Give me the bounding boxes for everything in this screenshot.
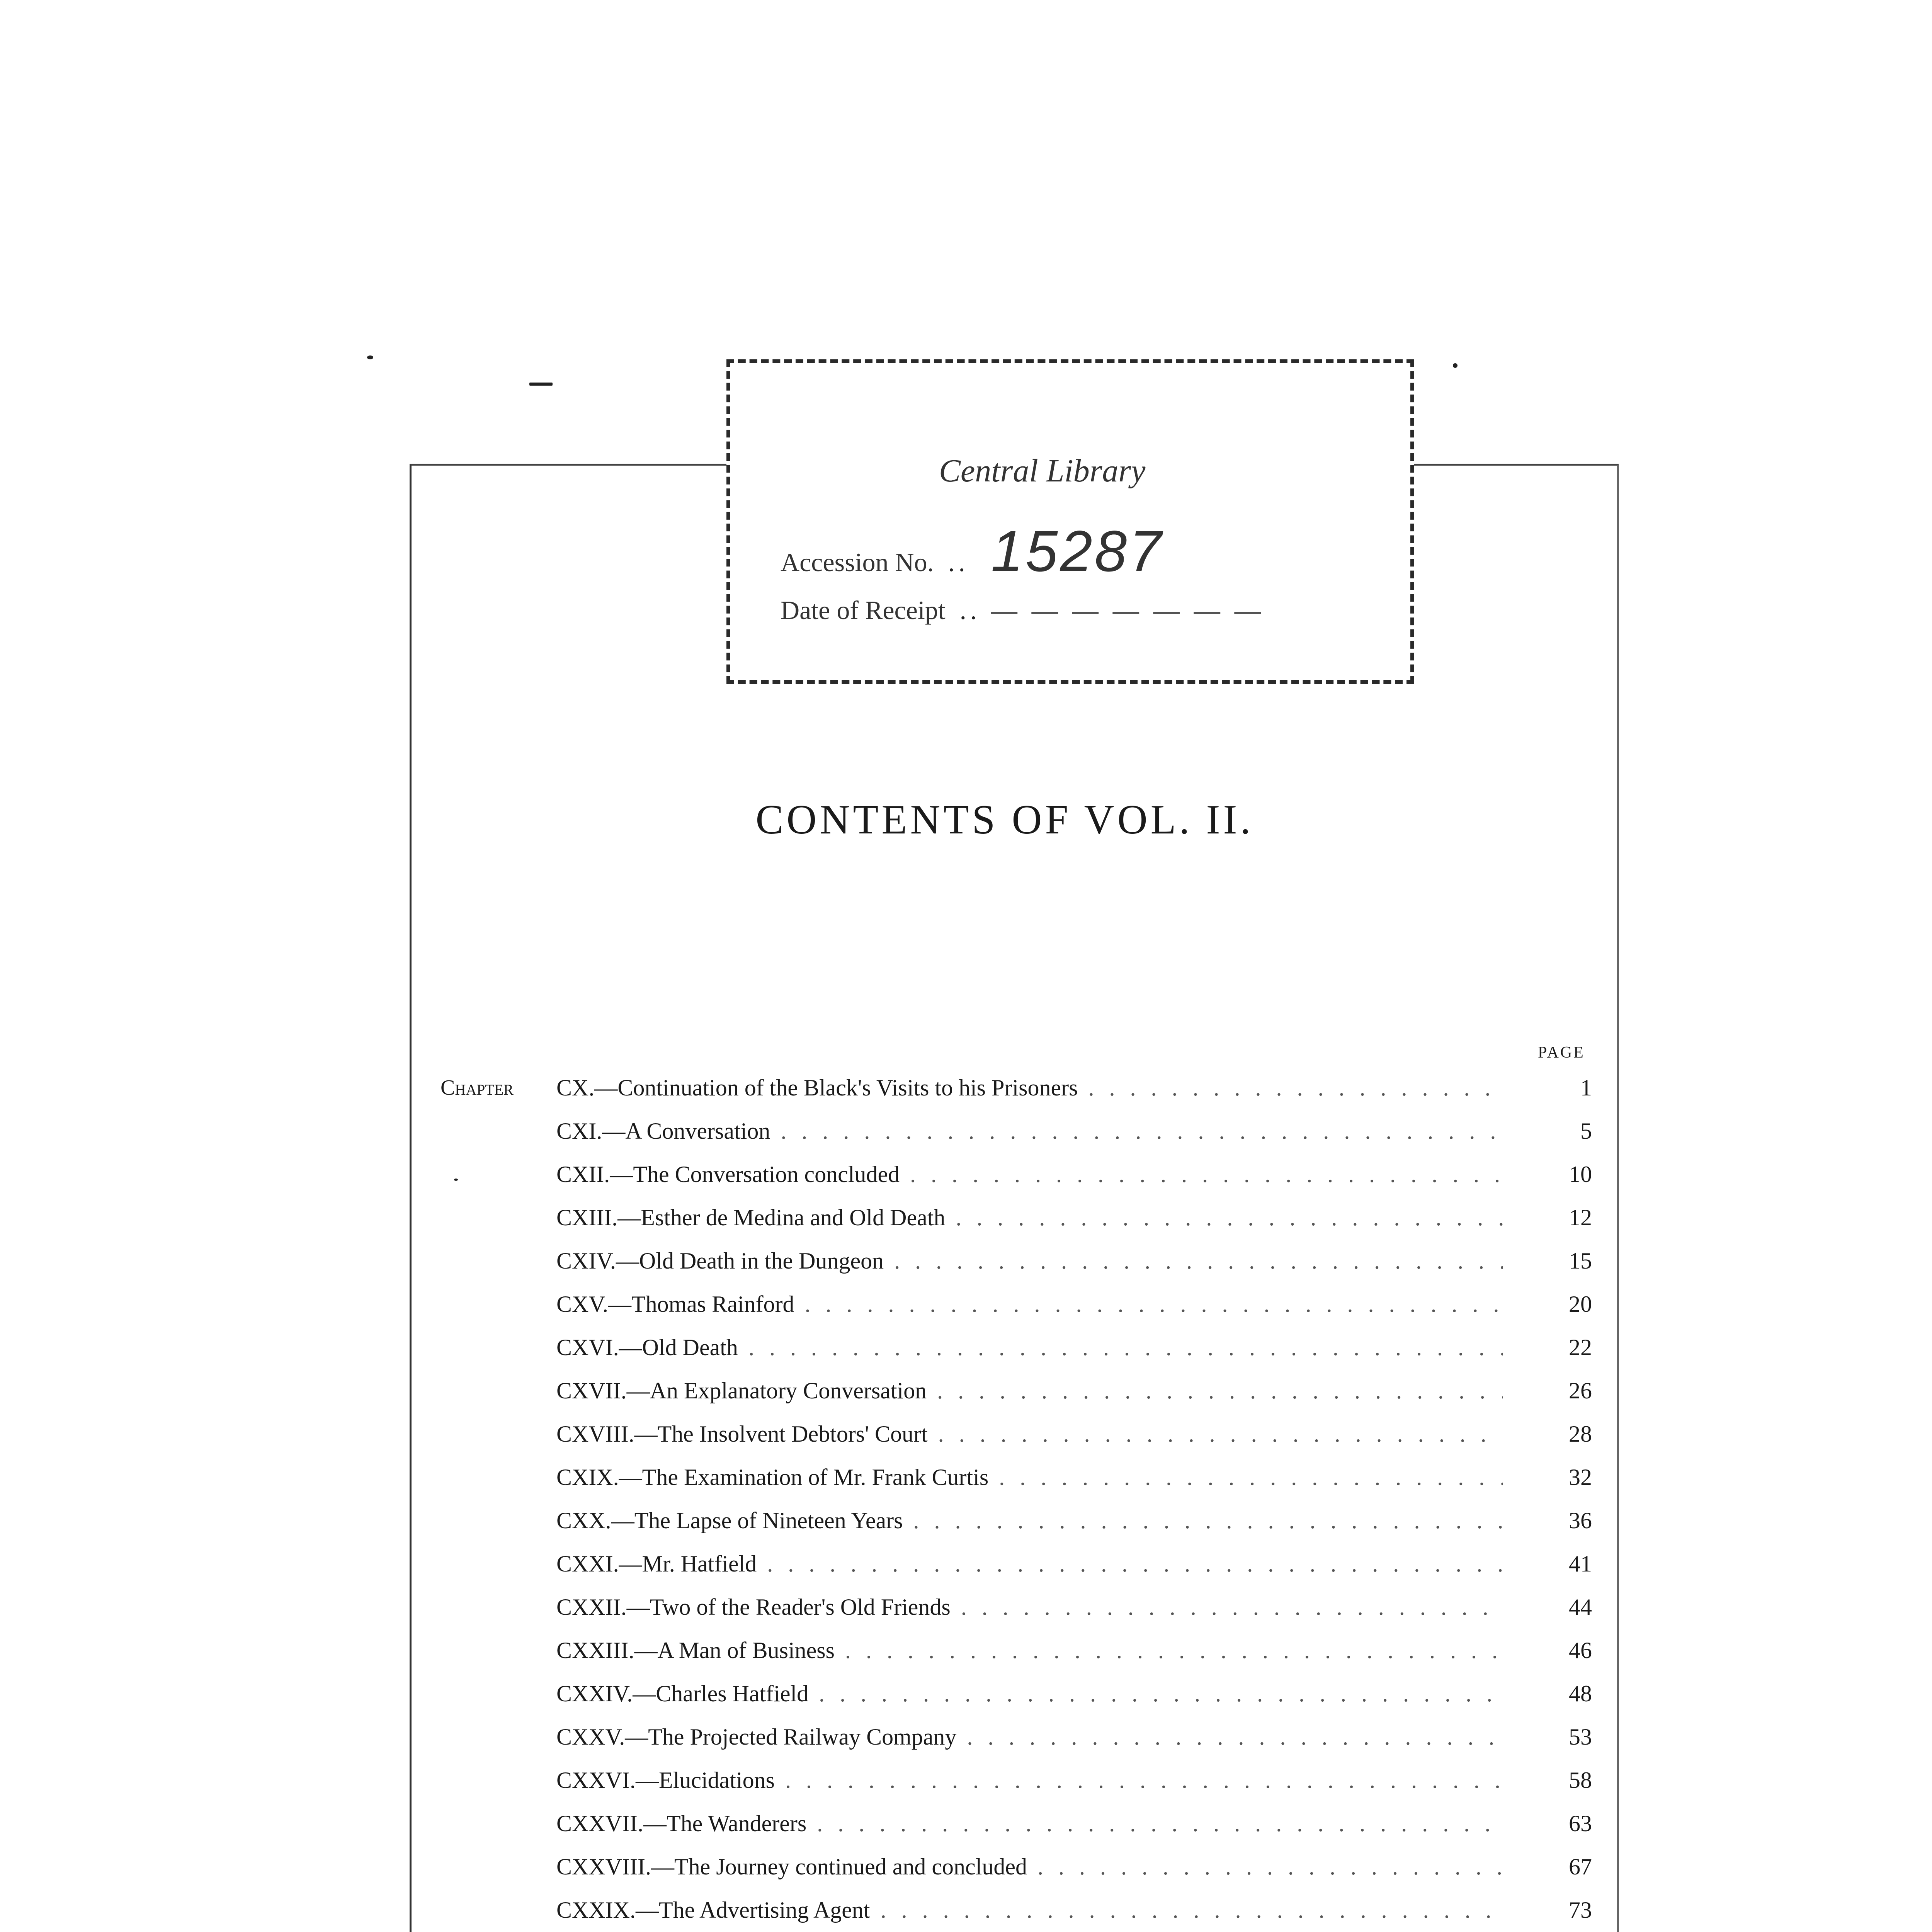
toc-page-number: 12	[1569, 1205, 1592, 1230]
toc-chapter-title: Charles Hatfield	[656, 1681, 809, 1706]
toc-entry	[0, 1283, 1932, 1325]
toc-chapter-title: Old Death	[642, 1335, 738, 1360]
toc-entry-title	[556, 1326, 1503, 1369]
toc-dash: —	[619, 1335, 642, 1360]
toc-dash: —	[651, 1854, 674, 1879]
toc-entry-title	[556, 1586, 1503, 1628]
toc-dash: —	[619, 1464, 642, 1490]
toc-dash: —	[608, 1291, 631, 1317]
toc-page-number: 41	[1569, 1551, 1592, 1577]
toc-entry	[0, 1629, 1932, 1672]
toc-chapter-numeral: CXXI.	[556, 1551, 619, 1577]
toc-entry	[0, 1326, 1932, 1369]
toc-page-number: 73	[1569, 1897, 1592, 1923]
toc-chapter-numeral: CXXVIII.	[556, 1854, 651, 1879]
stamp-dots: ..	[948, 548, 969, 577]
toc-chapter-title: Elucidations	[659, 1767, 775, 1793]
toc-chapter-title: Mr. Hatfield	[642, 1551, 757, 1577]
library-stamp	[726, 359, 1414, 684]
toc-page-number: 63	[1569, 1811, 1592, 1836]
stamp-library-name: Central Library	[939, 453, 1146, 489]
toc-chapter-title: The Examination of Mr. Frank Curtis	[642, 1464, 989, 1490]
toc-entry-title	[556, 1066, 1503, 1109]
toc-page-number: 26	[1569, 1378, 1592, 1403]
toc-dash: —	[625, 1724, 648, 1750]
toc-entry-title	[556, 1499, 1503, 1542]
toc-entry	[0, 1456, 1932, 1498]
toc-page-number: 1	[1580, 1075, 1592, 1100]
toc-chapter-title: Esther de Medina and Old Death	[641, 1205, 946, 1230]
toc-chapter-numeral: CXVII.	[556, 1378, 627, 1403]
toc-page-number: 67	[1569, 1854, 1592, 1879]
toc-page-number: 46	[1569, 1638, 1592, 1663]
toc-chapter-prefix: Chapter	[440, 1076, 514, 1100]
toc-entry-title	[556, 1759, 1503, 1801]
toc-entry	[0, 1413, 1932, 1455]
toc-dash: —	[626, 1594, 650, 1620]
toc-chapter-title: Thomas Rainford	[631, 1291, 794, 1317]
toc-page-number: 32	[1569, 1464, 1592, 1490]
toc-page-number: 48	[1569, 1681, 1592, 1706]
toc-entry	[0, 1845, 1932, 1888]
scan-speck	[1453, 363, 1458, 368]
scan-speck	[529, 383, 553, 386]
stamp-date-line	[781, 595, 1360, 626]
toc-page-number: 15	[1569, 1248, 1592, 1274]
toc-page-number: 22	[1569, 1335, 1592, 1360]
toc-chapter-title: Continuation of the Black's Visits to his Prisoners	[617, 1075, 1078, 1100]
toc-entry	[0, 1759, 1932, 1801]
toc-chapter-numeral: CXII.	[556, 1162, 610, 1187]
toc-chapter-numeral: CXXIX.	[556, 1897, 636, 1923]
toc-chapter-numeral: CXIV.	[556, 1248, 616, 1274]
toc-entry	[0, 1586, 1932, 1628]
toc-chapter-title: The Lapse of Nineteen Years	[634, 1508, 903, 1533]
stamp-dots: .. — — — — — — —	[959, 595, 1265, 625]
toc-page-number: 58	[1569, 1767, 1592, 1793]
toc-chapter-title: A Conversation	[625, 1118, 770, 1144]
toc-chapter-numeral: CXXVI.	[556, 1767, 636, 1793]
toc-chapter-numeral: CXIX.	[556, 1464, 619, 1490]
toc-entry-title	[556, 1413, 1503, 1455]
toc-chapter-numeral: CXXIV.	[556, 1681, 633, 1706]
toc-entry-title	[556, 1283, 1503, 1325]
toc-entry-title	[556, 1672, 1503, 1715]
toc-dash: —	[617, 1205, 641, 1230]
toc-entry-title	[556, 1153, 1503, 1196]
toc-page-number: 10	[1569, 1162, 1592, 1187]
toc-dash: —	[636, 1767, 659, 1793]
toc-entry	[0, 1716, 1932, 1758]
toc-entry-title	[556, 1802, 1503, 1845]
toc-dash: —	[636, 1897, 659, 1923]
toc-entry	[0, 1240, 1932, 1282]
scan-speck	[454, 1179, 458, 1181]
toc-entry	[0, 1543, 1932, 1585]
toc-entry-title	[556, 1240, 1503, 1282]
toc-entry	[0, 1802, 1932, 1845]
toc-dash: —	[611, 1508, 634, 1533]
toc-dash: —	[616, 1248, 639, 1274]
toc-dash: —	[619, 1551, 642, 1577]
toc-chapter-numeral: CXI.	[556, 1118, 602, 1144]
toc-entry-title	[556, 1716, 1503, 1758]
toc-chapter-title: The Conversation concluded	[633, 1162, 900, 1187]
stamp-accession-line	[781, 518, 1360, 585]
toc-dash: —	[602, 1118, 626, 1144]
toc-chapter-title: The Journey continued and concluded	[674, 1854, 1027, 1879]
toc-entry	[0, 1889, 1932, 1931]
toc-page-number: 44	[1569, 1594, 1592, 1620]
toc-chapter-title: Old Death in the Dungeon	[639, 1248, 884, 1274]
stamp-accession-label: Accession No.	[781, 548, 934, 577]
toc-entry	[0, 1110, 1932, 1152]
toc-entry	[0, 1499, 1932, 1542]
toc-dash: —	[594, 1075, 618, 1100]
page-title: CONTENTS OF VOL. II.	[755, 797, 1254, 843]
page-column-label: PAGE	[1538, 1044, 1585, 1061]
toc-chapter-numeral: CXXVII.	[556, 1811, 643, 1836]
toc-entry	[0, 1672, 1932, 1715]
toc-entry-title	[556, 1845, 1503, 1888]
toc-dash: —	[633, 1681, 656, 1706]
toc-chapter-numeral: CXVI.	[556, 1335, 619, 1360]
toc-chapter-numeral: CXXV.	[556, 1724, 625, 1750]
toc-chapter-title: The Insolvent Debtors' Court	[657, 1421, 928, 1447]
toc-chapter-title: The Advertising Agent	[659, 1897, 870, 1923]
toc-entry-title	[556, 1456, 1503, 1498]
toc-chapter-numeral: CXXII.	[556, 1594, 627, 1620]
toc-entry	[0, 1369, 1932, 1412]
toc-chapter-numeral: CX.	[556, 1075, 595, 1100]
toc-chapter-numeral: CXXIII.	[556, 1638, 634, 1663]
toc-dash: —	[634, 1638, 658, 1663]
toc-chapter-numeral: CXVIII.	[556, 1421, 634, 1447]
toc-entry	[0, 1153, 1932, 1196]
stamp-accession-number: 15287	[991, 519, 1164, 583]
toc-entry-title	[556, 1543, 1503, 1585]
toc-dash: —	[634, 1421, 658, 1447]
toc-page-number: 5	[1580, 1118, 1592, 1144]
stamp-date-label: Date of Receipt	[781, 595, 946, 625]
toc-chapter-numeral: CXIII.	[556, 1205, 618, 1230]
toc-entry-title	[556, 1110, 1503, 1152]
toc-chapter-title: The Projected Railway Company	[648, 1724, 957, 1750]
toc-page-number: 28	[1569, 1421, 1592, 1447]
toc-entry-title	[556, 1369, 1503, 1412]
toc-entry-title	[556, 1196, 1503, 1239]
toc-chapter-numeral: CXX.	[556, 1508, 611, 1533]
toc-entry	[0, 1066, 1932, 1109]
scan-speck	[367, 355, 373, 359]
toc-chapter-title: An Explanatory Conversation	[650, 1378, 927, 1403]
toc-page-number: 36	[1569, 1508, 1592, 1533]
toc-chapter-title: The Wanderers	[666, 1811, 807, 1836]
toc-page-number: 53	[1569, 1724, 1592, 1750]
toc-chapter-title: Two of the Reader's Old Friends	[650, 1594, 951, 1620]
toc-dash: —	[610, 1162, 633, 1187]
toc-dash: —	[643, 1811, 667, 1836]
toc-chapter-title: A Man of Business	[657, 1638, 835, 1663]
toc-entry	[0, 1196, 1932, 1239]
toc-entry-title	[556, 1629, 1503, 1672]
toc-entry-title	[556, 1889, 1503, 1931]
toc-dash: —	[626, 1378, 650, 1403]
toc-page-number: 20	[1569, 1291, 1592, 1317]
toc-chapter-numeral: CXV.	[556, 1291, 608, 1317]
